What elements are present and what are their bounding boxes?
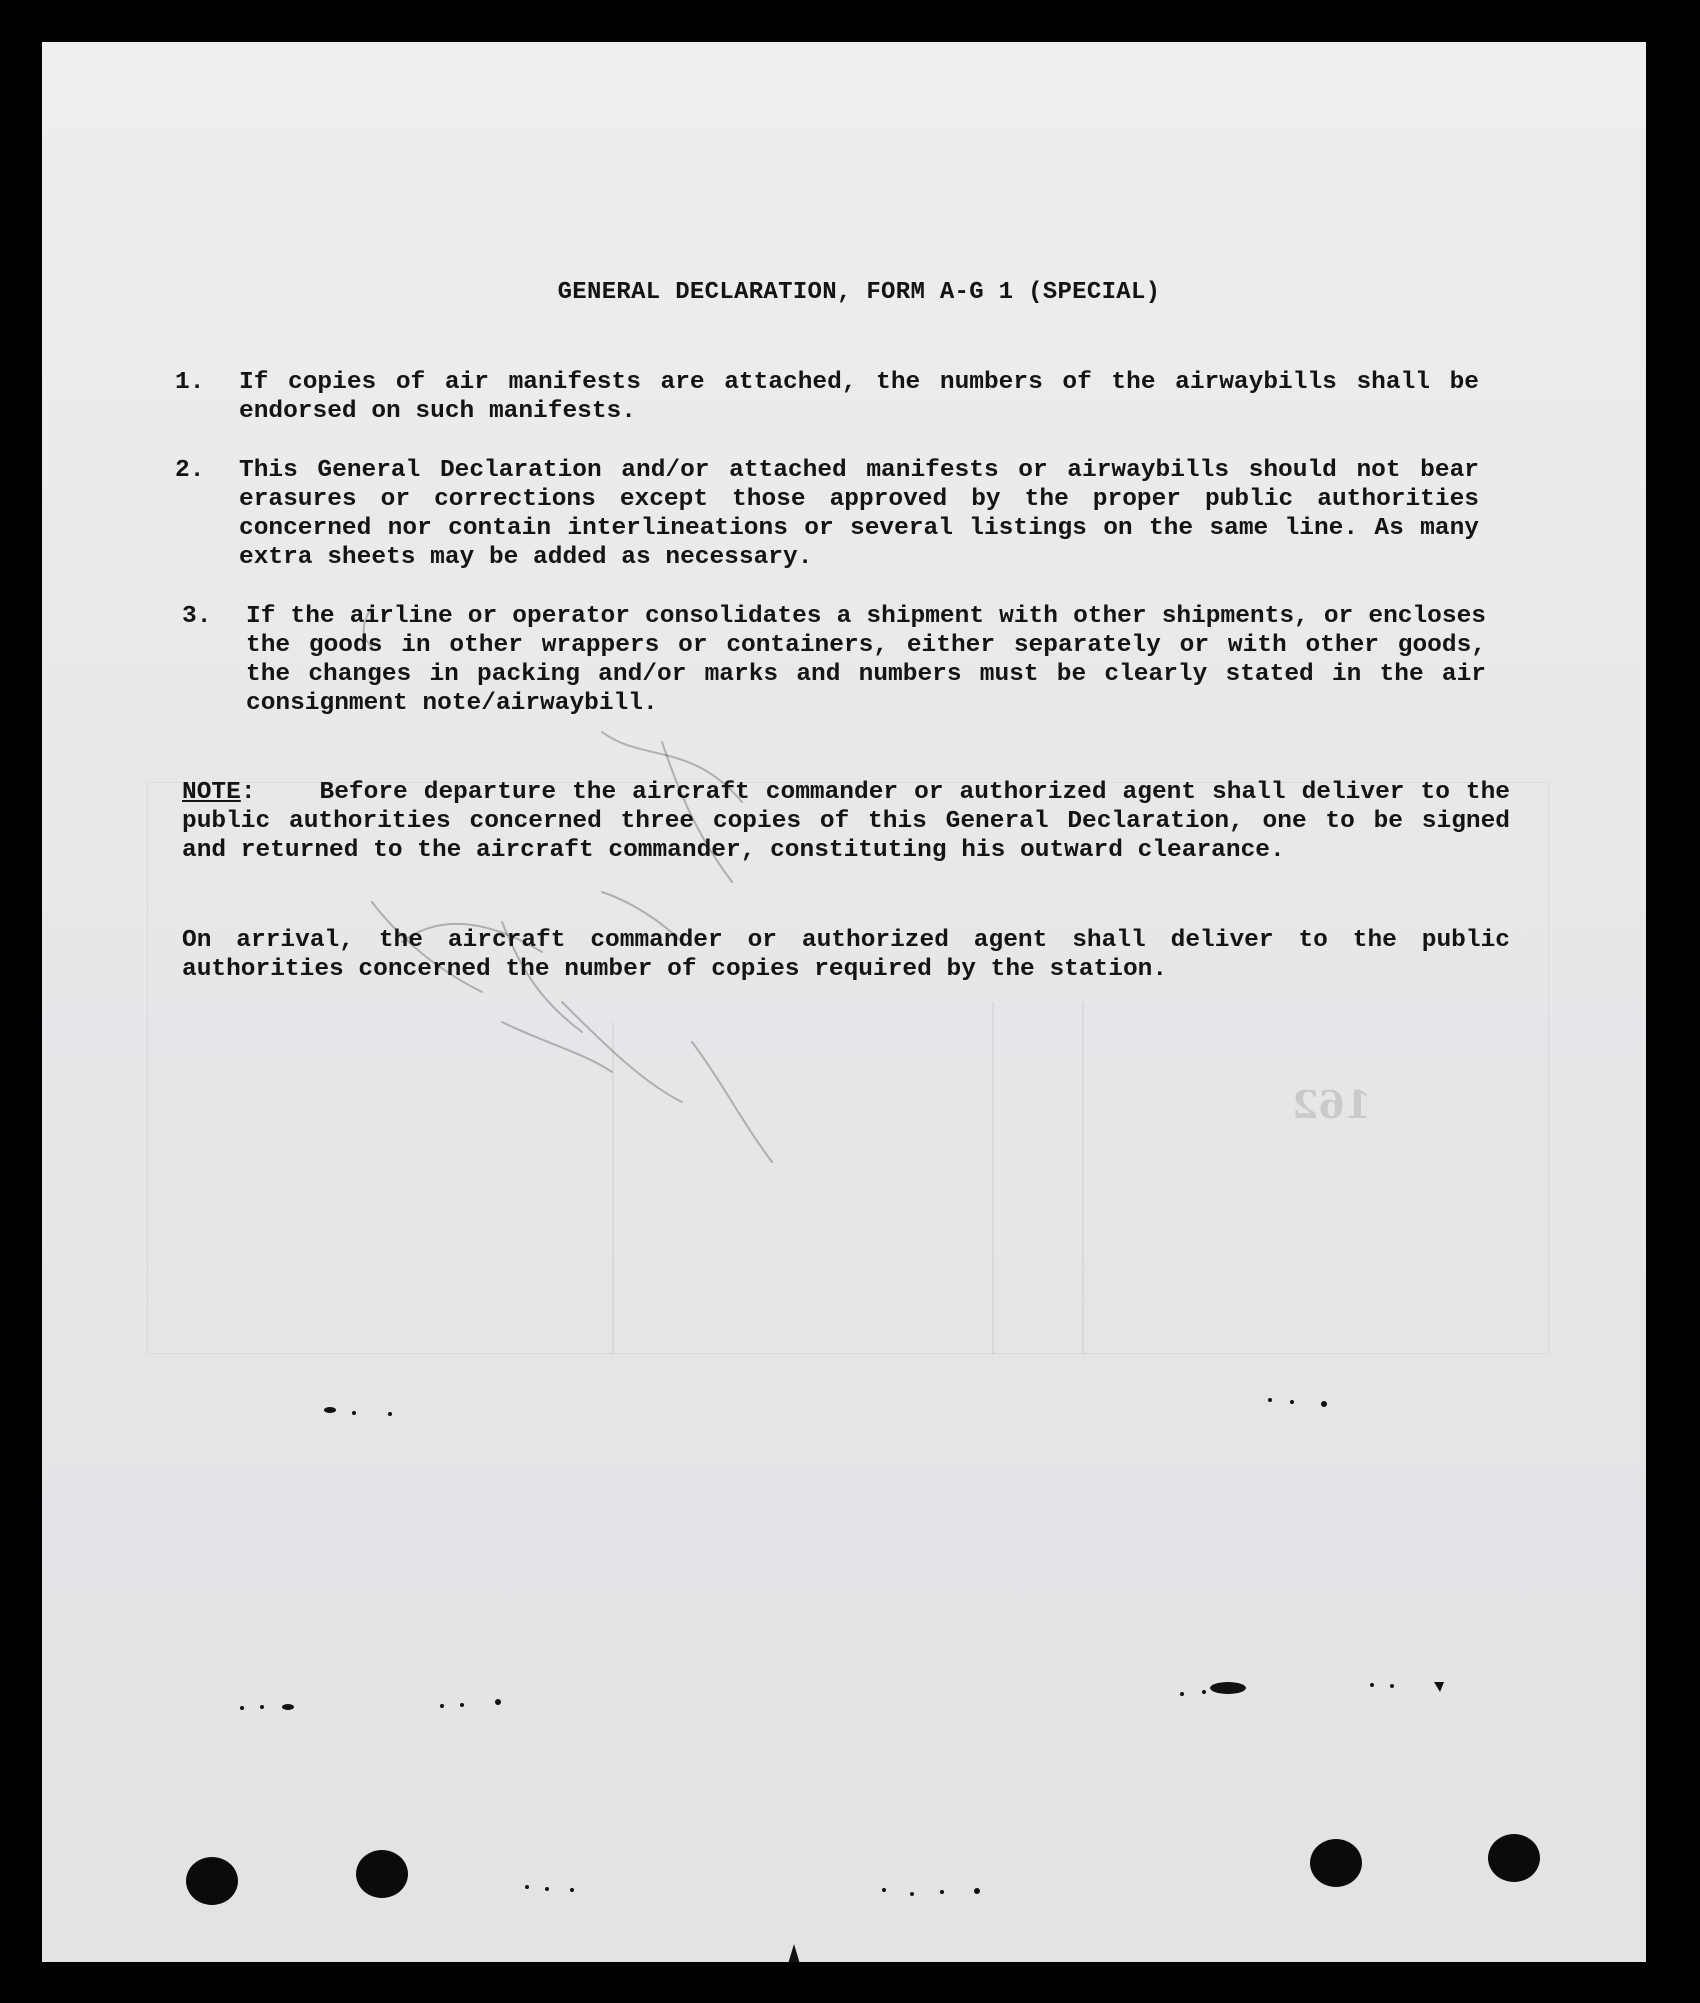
list-item-number: 2. bbox=[175, 457, 205, 484]
note-label: NOTE bbox=[182, 779, 241, 806]
note-paragraph: NOTE: Before departure the aircraft commander or authorized agent shall deliver to the public authorities concerned three copies of this General Declaration, one to be signed and returned to the aircraft commander, constituting his outward clearance. bbox=[182, 779, 1510, 864]
paper-specks bbox=[42, 42, 1646, 1962]
arrival-paragraph: On arrival, the aircraft commander or authorized agent shall deliver to the public authorities concerned the number of copies required by the station. bbox=[182, 927, 1510, 983]
note-text: Before departure the aircraft commander or authorized agent shall deliver to the public authorities concerned three copies of this General Declaration, one to be signed and returned to the aircraft commander, constituting his outward clearance. bbox=[182, 779, 1510, 864]
page-title: GENERAL DECLARATION, FORM A-G 1 (SPECIAL) bbox=[557, 279, 1161, 306]
show-through-stamp: 162 bbox=[1292, 1082, 1372, 1127]
document-page bbox=[42, 42, 1646, 1962]
list-item-number: 3. bbox=[182, 603, 212, 630]
list-item-text: If the airline or operator consolidates a shipment with other shipments, or encloses the goods in other wrappers or containers, either separately or with other goods, the changes in packing and/or marks and numbers must be clearly stated in the air consignment note/airwaybill. bbox=[246, 603, 1486, 717]
list-item-number: 1. bbox=[175, 369, 205, 396]
list-item-text: If copies of air manifests are attached, the numbers of the airwaybills shall be endorsed on such manifests. bbox=[239, 369, 1479, 425]
list-item-text: This General Declaration and/or attached manifests or airwaybills should not bear erasures or corrections except those approved by the proper public authorities concerned nor contain interlineations or several listings on the same line. As many extra sheets may be added as necessary. bbox=[239, 457, 1479, 571]
